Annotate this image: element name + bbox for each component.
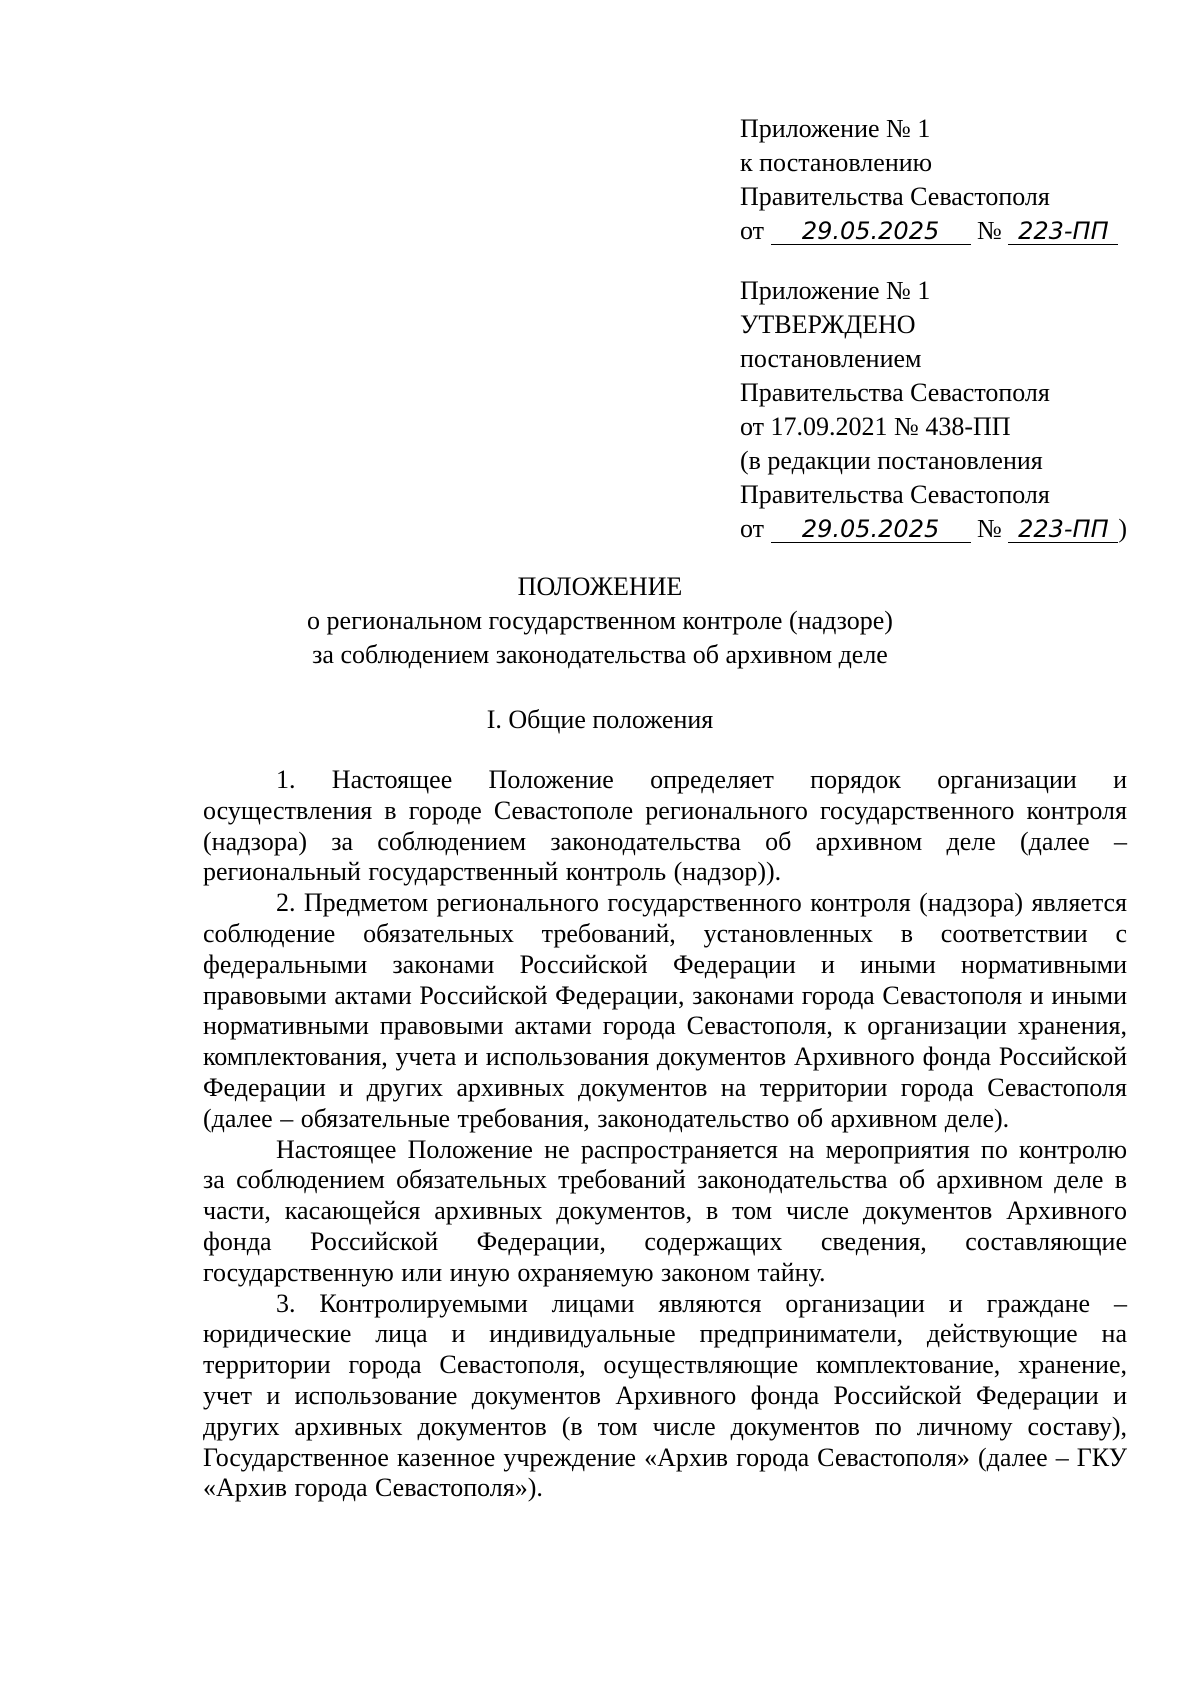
title-subtitle-line-1: о региональном государственном контроле (надзоре) <box>307 606 893 635</box>
title-main: ПОЛОЖЕНИЕ <box>517 572 683 601</box>
paragraph-3: 3. Контролируемыми лицами являются организации и граждане – юридические лица и индивидуальные предприниматели, действующие на территории города Севастополя, осуществляющие комплектование, хранение, учет и использование документов Архивного фонда Российской Федерации и других архивных документов (в том числе документов по личному составу), Государственное казенное учреждение «Архив города Севастополя» (далее – ГКУ «Архив города Севастополя»). <box>203 1288 1127 1503</box>
paragraph-2: 2. Предметом регионального государственного контроля (надзора) является соблюдение обязательных требований, установленных в соответствии с федеральными законами Российской Федерации и иными нормативными правовыми актами Российской Федерации, законами города Севастополя и иными нормативными правовыми актами города Севастополя, к организации хранения, комплектования, учета и использования документов Архивного фонда Российской Федерации и других архивных документов на территории города Севастополя (далее – обязательные требования, законодательство об архивном деле). <box>203 888 1127 1133</box>
government-line: Правительства Севастополя <box>740 182 1050 211</box>
handwritten-date: 29.05.2025 <box>771 218 971 245</box>
title-subtitle-line-2: за соблюдением законодательства об архивном деле <box>312 640 888 669</box>
approved-line: УТВЕРЖДЕНО <box>740 310 916 339</box>
appendix-header <box>740 112 1160 546</box>
by-decree-line: постановлением <box>740 344 922 373</box>
handwritten-number-2: 223-ПП <box>1008 516 1118 543</box>
document-title <box>0 570 1200 672</box>
handwritten-date-2: 29.05.2025 <box>771 516 971 543</box>
edition-line: (в редакции постановления <box>740 446 1043 475</box>
appendix-1-line-2: Приложение № 1 <box>740 276 931 305</box>
decree-reference-line: к постановлению <box>740 148 933 177</box>
closing-parenthesis: ) <box>1118 514 1128 543</box>
edition-date-number-line <box>740 512 1160 546</box>
handwritten-number: 223-ПП <box>1008 218 1118 245</box>
government-line-3: Правительства Севастополя <box>740 480 1050 509</box>
from-prefix-2: от <box>740 514 765 543</box>
government-line-2: Правительства Севастополя <box>740 378 1050 407</box>
paragraph-1: 1. Настоящее Положение определяет порядок организации и осуществления в городе Севастополе регионального государственного контроля (надзора) за соблюдением законодательства об архивном деле (далее – региональный государственный контроль (надзор)). <box>203 765 1127 887</box>
number-sign: № <box>977 216 1002 245</box>
appendix-1-line: Приложение № 1 <box>740 114 931 143</box>
paragraph-2-continued: Настоящее Положение не распространяется на мероприятия по контролю за соблюдением обязательных требований законодательства об архивном деле в части, касающейся архивных документов, в том числе документов Архивного фонда Российской Федерации, содержащих сведения, составляющие государственную или иную охраняемую законом тайну. <box>203 1134 1127 1287</box>
number-sign-2: № <box>977 514 1002 543</box>
document-body <box>203 765 1127 1504</box>
from-prefix: от <box>740 216 765 245</box>
section-heading: I. Общие положения <box>486 705 714 734</box>
decree-date-number-line <box>740 214 1160 248</box>
original-decree-line: от 17.09.2021 № 438-ПП <box>740 412 1011 441</box>
